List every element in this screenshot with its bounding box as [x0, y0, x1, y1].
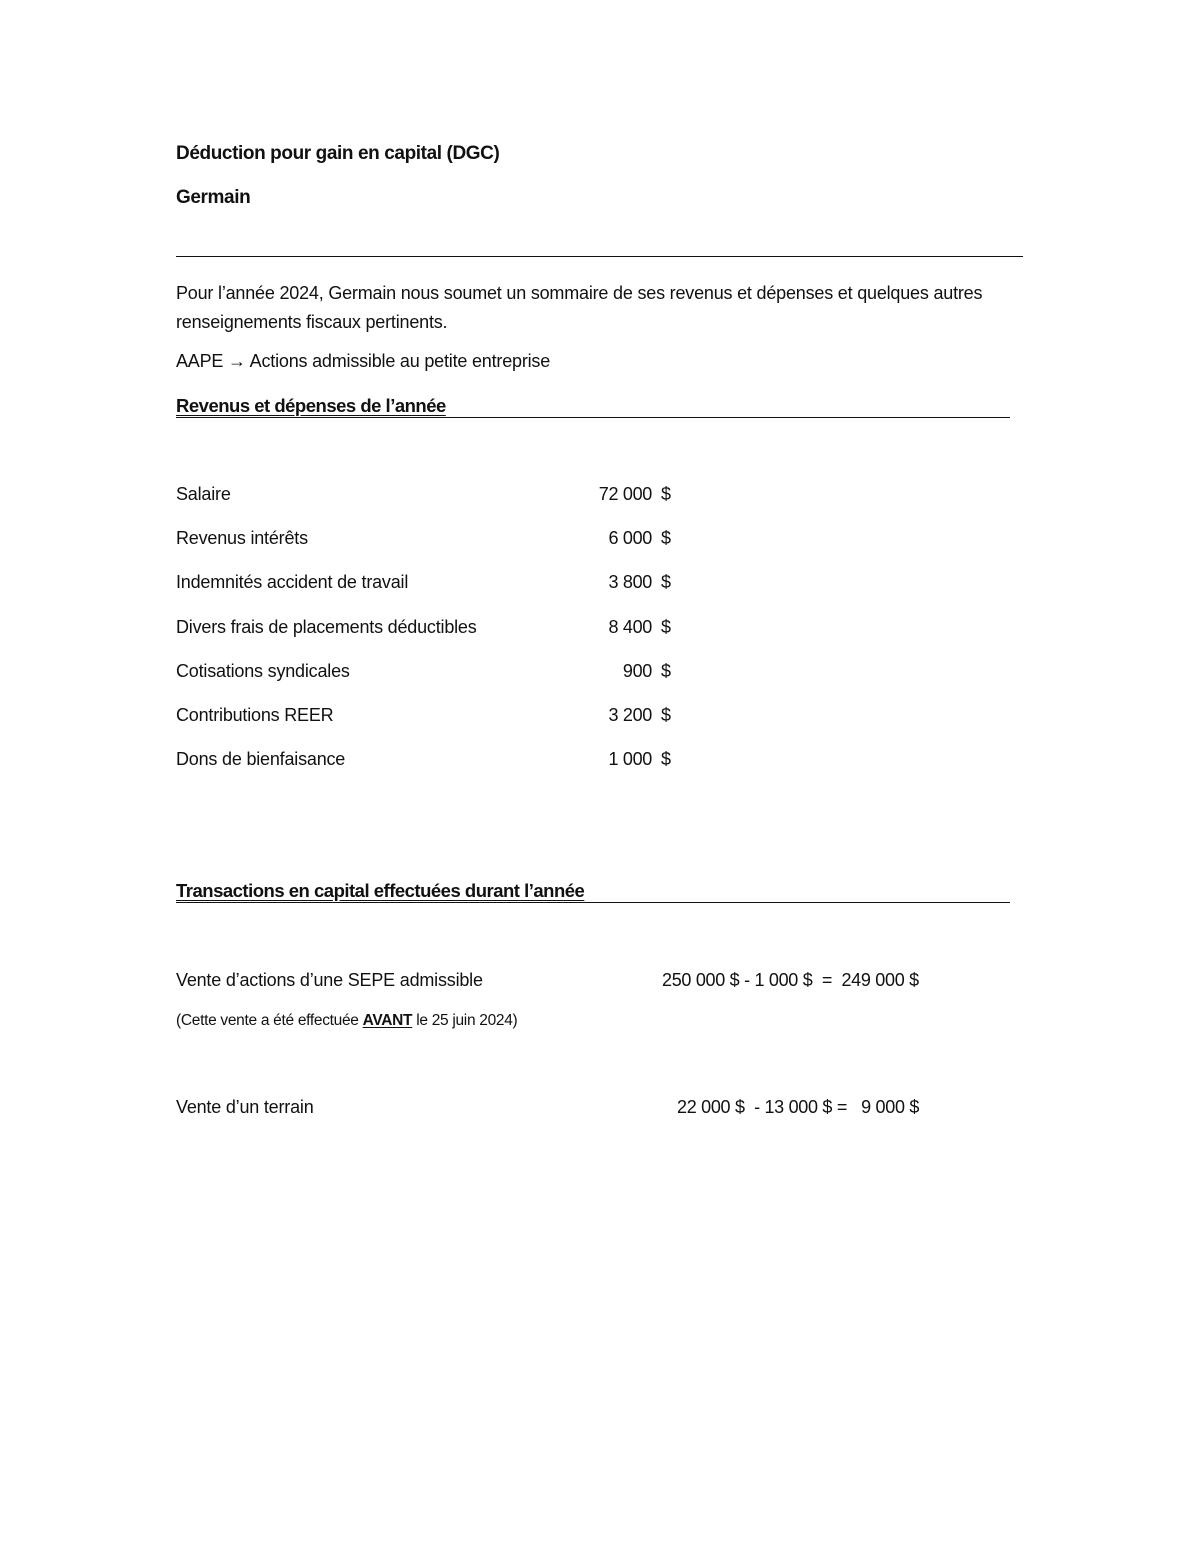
currency-symbol: $	[661, 528, 672, 548]
income-section-heading	[176, 395, 1010, 418]
document-title: Déduction pour gain en capital (DGC)	[176, 143, 500, 164]
income-row-amount: 8 400	[608, 617, 652, 637]
income-row-amount: 3 800	[608, 572, 652, 592]
arrow-right-icon: →	[228, 351, 246, 371]
currency-symbol: $	[661, 617, 672, 637]
currency-symbol: $	[661, 749, 672, 769]
transaction-label: Vente d’un terrain	[176, 1097, 314, 1117]
transaction-note	[176, 1012, 517, 1030]
transaction-label: Vente d’actions d’une SEPE admissible	[176, 970, 483, 990]
transaction-calculation: 22 000 $ - 13 000 $ = 9 000 $	[677, 1097, 920, 1117]
intro-paragraph: Pour l’année 2024, Germain nous soumet un sommaire de ses revenus et dépenses et quelques autres renseignements fiscaux pertinents.	[176, 283, 983, 332]
aape-definition	[176, 351, 550, 372]
income-row-label: Revenus intérêts	[176, 528, 308, 548]
income-row-label: Indemnités accident de travail	[176, 572, 409, 592]
note-prefix: (Cette vente a été effectuée	[176, 1012, 363, 1029]
currency-symbol: $	[661, 484, 672, 504]
income-row-amount: 6 000	[608, 528, 652, 548]
income-row-amount: 900	[622, 661, 652, 681]
income-row-amount: 3 200	[608, 705, 652, 725]
aape-abbreviation: AAPE	[176, 351, 224, 371]
currency-symbol: $	[661, 705, 672, 725]
income-row-label: Contributions REER	[176, 705, 334, 725]
income-row-label: Divers frais de placements déductibles	[176, 617, 477, 637]
currency-symbol: $	[661, 661, 672, 681]
horizontal-rule	[176, 256, 1023, 257]
income-section-heading-text: Revenus et dépenses de l’année	[176, 395, 446, 416]
income-row-amount: 1 000	[608, 749, 652, 769]
capital-section-heading	[176, 880, 1010, 903]
income-row-label: Salaire	[176, 484, 231, 504]
currency-symbol: $	[661, 572, 672, 592]
note-suffix: le 25 juin 2024)	[412, 1012, 518, 1029]
aape-definition-text: Actions admissible au petite entreprise	[249, 351, 551, 371]
income-row-amount: 72 000	[598, 484, 652, 504]
document-subtitle: Germain	[176, 187, 251, 208]
transaction-calculation: 250 000 $ - 1 000 $ = 249 000 $	[662, 970, 919, 990]
income-row-label: Dons de bienfaisance	[176, 749, 346, 769]
note-emphasis: AVANT	[362, 1012, 413, 1029]
income-row-label: Cotisations syndicales	[176, 661, 350, 681]
capital-section-heading-text: Transactions en capital effectuées durant l’année	[176, 880, 585, 901]
